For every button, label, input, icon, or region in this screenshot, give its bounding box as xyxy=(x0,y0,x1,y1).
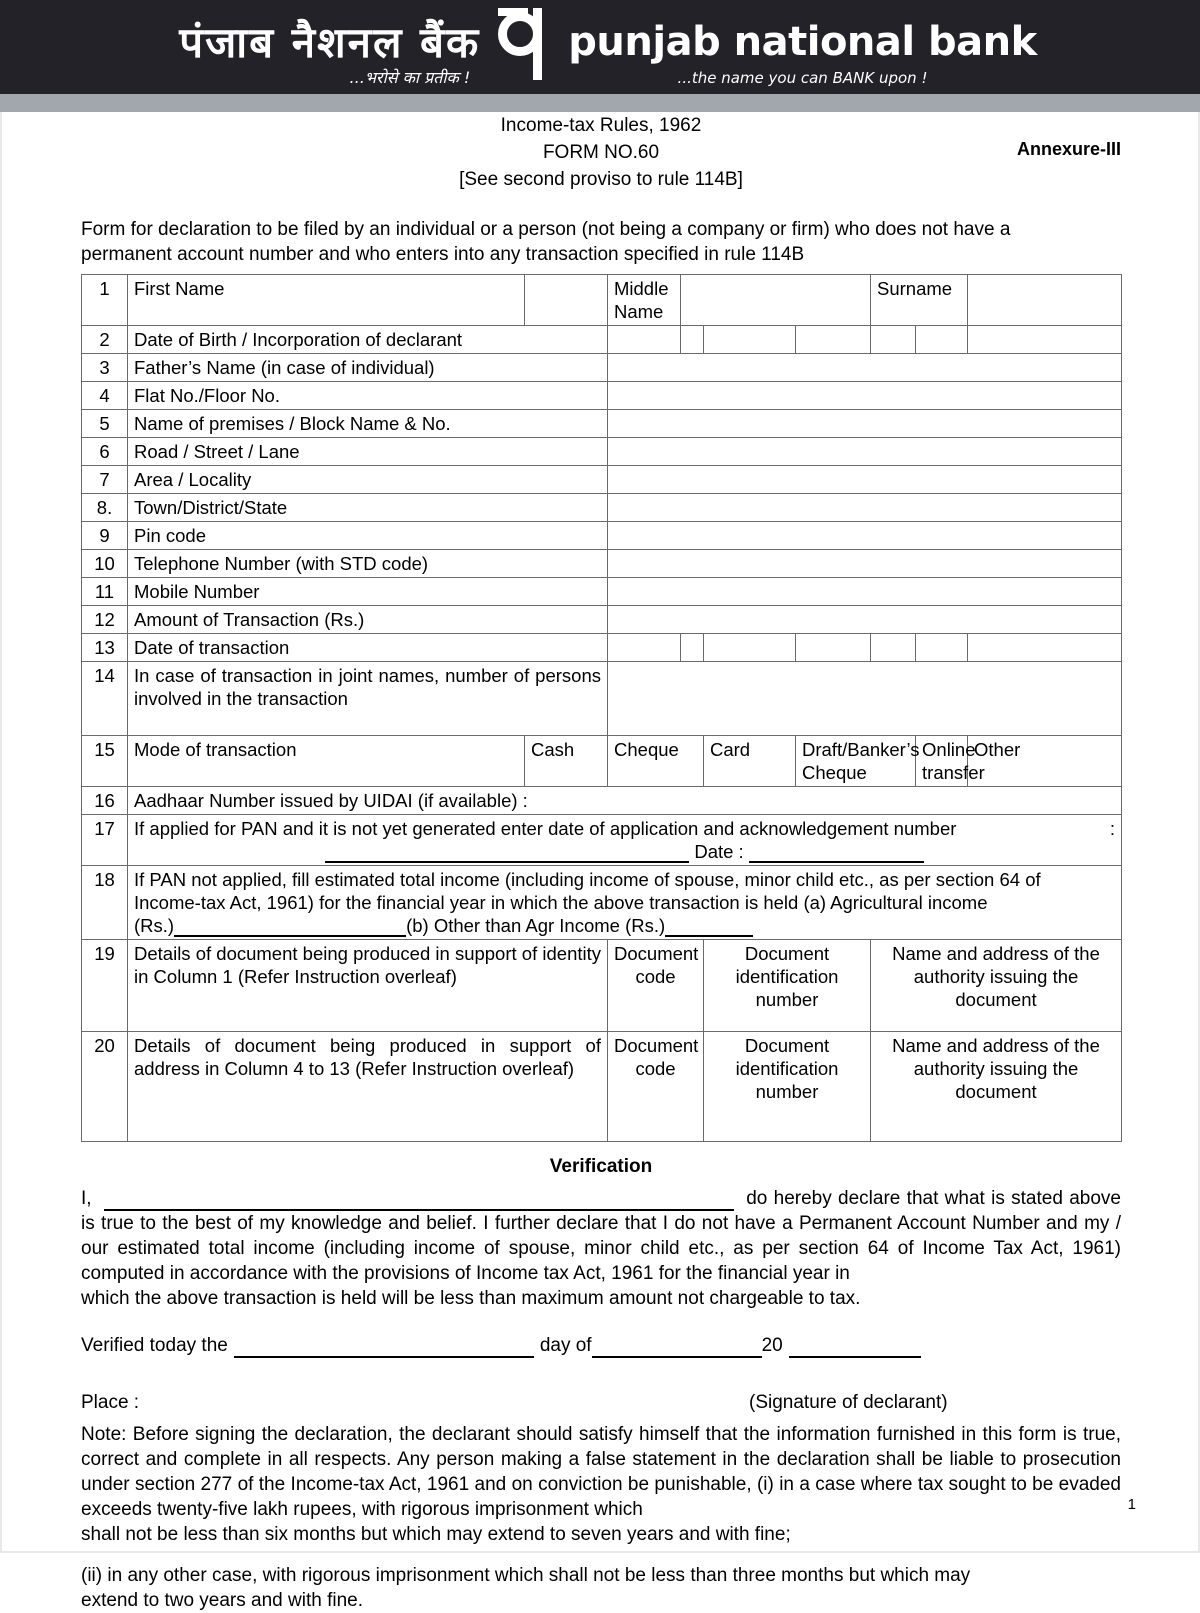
pnb-logo-icon xyxy=(498,8,550,80)
premises-label: Name of premises / Block Name & No. xyxy=(128,410,608,438)
pan-applied-colon: : xyxy=(1109,818,1116,839)
other-income-rs-label: (b) Other than Agr Income (Rs.) xyxy=(406,915,666,936)
clause-two-body: (ii) in any other case, with rigorous imprisonment which shall not be less than three months but which may xyxy=(81,1565,971,1586)
form-title-block xyxy=(81,112,1121,193)
intro-text: Form for declaration to be filed by an individual or a person (not being a company or firm) who does not have a xyxy=(81,219,1011,240)
verified-year-input[interactable] xyxy=(789,1336,921,1358)
table-row-10 xyxy=(82,550,1122,578)
table-row-12 xyxy=(82,606,1122,634)
row-number-7: 7 xyxy=(82,466,128,494)
row-number-10: 10 xyxy=(82,550,128,578)
row-number-20: 20 xyxy=(82,1032,128,1142)
row-number-8: 8. xyxy=(82,494,128,522)
declaration-text xyxy=(81,1186,1121,1311)
dob-segment-1[interactable] xyxy=(608,326,681,354)
pan-date-label: Date : xyxy=(694,841,744,862)
identity-authority-header: Name and address of the authority issuing the document xyxy=(871,940,1122,1032)
first-name-label: First Name xyxy=(128,275,525,326)
intro-lastline: permanent account number and who enters into any transaction specified in rule 114B xyxy=(81,244,805,265)
town-input[interactable] xyxy=(608,494,1122,522)
pan-date-input[interactable] xyxy=(749,841,924,863)
identity-doc-id-header: Document identification number xyxy=(704,940,871,1032)
note-text xyxy=(81,1422,1121,1547)
row-number-16: 16 xyxy=(82,787,128,815)
table-row-2 xyxy=(82,326,1122,354)
pan-applied-label: If applied for PAN and it is not yet generated enter date of application and acknowledgement number xyxy=(134,818,957,839)
signature-label: (Signature of declarant) xyxy=(749,1392,948,1413)
middle-name-label: Middle Name xyxy=(608,275,681,326)
first-name-input[interactable] xyxy=(525,275,608,326)
pnb-logo-bar xyxy=(498,8,528,16)
clause-two-text xyxy=(81,1563,1121,1613)
estimated-income-cell xyxy=(128,866,1122,940)
mode-of-transaction-label: Mode of transaction xyxy=(128,736,525,787)
dob-segment-2[interactable] xyxy=(681,326,704,354)
agri-income-rs-label: (Rs.) xyxy=(134,915,175,936)
declaration-body: above is true to the best of my knowledge and belief. I further declare that I do not have a Permanent Account Number and my / our estimated total income (including income of spouse, minor child etc., as per section 64 of Income Tax Act, 1961) computed in accordance with the provisions of Income tax Act, 1961 for the financial year in xyxy=(81,1188,1121,1284)
form-number-title: FORM NO.60 xyxy=(542,142,660,163)
estimated-income-line1: If PAN not applied, fill estimated total income (including income of spouse, minor child etc., as per section 64 of xyxy=(134,869,1041,890)
pan-applied-cell xyxy=(128,815,1122,866)
area-label: Area / Locality xyxy=(128,466,608,494)
hindi-brand-block xyxy=(179,18,481,87)
road-input[interactable] xyxy=(608,438,1122,466)
row-number-18: 18 xyxy=(82,866,128,940)
table-row-14 xyxy=(82,662,1122,736)
note-lastline: shall not be less than six months but which may extend to seven years and with fine; xyxy=(81,1524,791,1545)
verification-heading: Verification xyxy=(549,1156,653,1177)
dob-segment-7[interactable] xyxy=(968,326,1122,354)
row-number-19: 19 xyxy=(82,940,128,1032)
row-number-1: 1 xyxy=(82,275,128,326)
address-doc-code-header: Document code xyxy=(608,1032,704,1142)
place-signature-row xyxy=(81,1392,1121,1418)
page-number: 1 xyxy=(1127,1496,1136,1513)
pnb-logo-lockup xyxy=(179,8,1036,86)
table-row-1 xyxy=(82,275,1122,326)
clause-two-lastline: extend to two years and with fine. xyxy=(81,1590,363,1611)
other-income-input[interactable] xyxy=(665,915,753,937)
table-row-5 xyxy=(82,410,1122,438)
flat-no-label: Flat No./Floor No. xyxy=(128,382,608,410)
pin-code-label: Pin code xyxy=(128,522,608,550)
txn-date-segment-3[interactable] xyxy=(704,634,796,662)
english-brand-block xyxy=(568,19,1037,87)
document-content xyxy=(81,112,1121,1613)
form-60-table xyxy=(81,274,1122,1142)
surname-label: Surname xyxy=(871,275,968,326)
table-row-15 xyxy=(82,736,1122,787)
address-doc-id-header: Document identification number xyxy=(704,1032,871,1142)
declarant-name-input[interactable] xyxy=(104,1189,734,1211)
txn-date-segment-2[interactable] xyxy=(681,634,704,662)
row-number-14: 14 xyxy=(82,662,128,736)
table-row-18 xyxy=(82,866,1122,940)
fathers-name-label: Father’s Name (in case of individual) xyxy=(128,354,608,382)
verified-month-input[interactable] xyxy=(592,1336,762,1358)
joint-names-input[interactable] xyxy=(608,662,1122,736)
row-number-2: 2 xyxy=(82,326,128,354)
dob-segment-5[interactable] xyxy=(871,326,916,354)
telephone-label: Telephone Number (with STD code) xyxy=(128,550,608,578)
pnb-logo-stem xyxy=(533,8,542,80)
english-bank-name: punjab national bank xyxy=(568,19,1037,65)
identity-doc-code-header: Document code xyxy=(608,940,704,1032)
surname-input[interactable] xyxy=(968,275,1122,326)
fathers-name-input[interactable] xyxy=(608,354,1122,382)
address-authority-header: Name and address of the authority issuing the document xyxy=(871,1032,1122,1142)
table-row-9 xyxy=(82,522,1122,550)
estimated-income-line2: Income-tax Act, 1961) for the financial year in which the above transaction is held (a) Agricultural income xyxy=(134,892,988,913)
dob-segment-3[interactable] xyxy=(704,326,796,354)
table-row-19 xyxy=(82,940,1122,1032)
mode-option-online[interactable]: Online transfer xyxy=(916,736,968,787)
table-row-7 xyxy=(82,466,1122,494)
mobile-label: Mobile Number xyxy=(128,578,608,606)
transaction-date-label: Date of transaction xyxy=(128,634,608,662)
proviso-reference: [See second proviso to rule 114B] xyxy=(459,169,743,190)
mode-option-other[interactable]: Other xyxy=(968,736,1122,787)
mode-option-card[interactable]: Card xyxy=(704,736,796,787)
verified-day-input[interactable] xyxy=(234,1336,534,1358)
table-row-13 xyxy=(82,634,1122,662)
row-number-15: 15 xyxy=(82,736,128,787)
txn-date-segment-6[interactable] xyxy=(916,634,968,662)
aadhaar-label[interactable]: Aadhaar Number issued by UIDAI (if available) : xyxy=(128,787,1122,815)
row-number-12: 12 xyxy=(82,606,128,634)
verified-year-prefix: 20 xyxy=(761,1335,783,1356)
row-number-9: 9 xyxy=(82,522,128,550)
row-number-13: 13 xyxy=(82,634,128,662)
table-row-16 xyxy=(82,787,1122,815)
table-row-8 xyxy=(82,494,1122,522)
verified-prefix-label: Verified today the xyxy=(81,1335,228,1356)
verified-today-line xyxy=(81,1333,1121,1358)
pan-ack-number-input[interactable] xyxy=(325,841,689,863)
table-row-20 xyxy=(82,1032,1122,1142)
place-label[interactable]: Place : xyxy=(81,1392,140,1413)
road-label: Road / Street / Lane xyxy=(128,438,608,466)
area-input[interactable] xyxy=(608,466,1122,494)
row-number-17: 17 xyxy=(82,815,128,866)
mode-option-cash[interactable]: Cash xyxy=(525,736,608,787)
amount-label: Amount of Transaction (Rs.) xyxy=(128,606,608,634)
middle-name-input[interactable] xyxy=(681,275,871,326)
english-tagline: ...the name you can BANK upon ! xyxy=(677,69,928,87)
declaration-lastline: which the above transaction is held will be less than maximum amount not chargeable to tax. xyxy=(81,1288,861,1309)
row-number-11: 11 xyxy=(82,578,128,606)
row-number-4: 4 xyxy=(82,382,128,410)
amount-input[interactable] xyxy=(608,606,1122,634)
txn-date-segment-7[interactable] xyxy=(968,634,1122,662)
dob-segment-4[interactable] xyxy=(796,326,871,354)
declaration-i-label: I, xyxy=(81,1188,92,1209)
dob-segment-6[interactable] xyxy=(916,326,968,354)
form-intro-text xyxy=(81,217,1121,267)
annexure-label: Annexure-III xyxy=(1016,139,1121,159)
row-number-6: 6 xyxy=(82,438,128,466)
note-body: Note: Before signing the declaration, the declarant should satisfy himself that the information furnished in this form is true, correct and complete in all respects. Any person making a false statement in the declaration shall be liable to prosecution under section 277 of the Income-tax Act, 1961 and on conviction be punishable, (i) in a case where tax sought to be evaded exceeds twenty-five lakh rupees, with rigorous imprisonment which xyxy=(81,1424,1121,1520)
txn-date-segment-5[interactable] xyxy=(871,634,916,662)
flat-no-input[interactable] xyxy=(608,382,1122,410)
telephone-input[interactable] xyxy=(608,550,1122,578)
declaration-line1-tail: do hereby declare that what is stated xyxy=(746,1188,1063,1209)
row-number-5: 5 xyxy=(82,410,128,438)
header-accent-bar xyxy=(0,94,1200,112)
table-row-11 xyxy=(82,578,1122,606)
bank-header-banner xyxy=(0,0,1200,94)
table-row-4 xyxy=(82,382,1122,410)
pin-code-input[interactable] xyxy=(608,522,1122,550)
row-number-3: 3 xyxy=(82,354,128,382)
dob-label: Date of Birth / Incorporation of declarant xyxy=(128,326,608,354)
table-row-17 xyxy=(82,815,1122,866)
joint-names-label: In case of transaction in joint names, number of persons involved in the transaction xyxy=(128,662,608,736)
verified-mid-label: day of xyxy=(539,1335,592,1356)
mode-option-cheque[interactable]: Cheque xyxy=(608,736,704,787)
identity-doc-label: Details of document being produced in support of identity in Column 1 (Refer Instruction overleaf) xyxy=(128,940,608,1032)
table-row-6 xyxy=(82,438,1122,466)
txn-date-segment-4[interactable] xyxy=(796,634,871,662)
mobile-input[interactable] xyxy=(608,578,1122,606)
mode-option-draft[interactable]: Draft/Banker’s Cheque xyxy=(796,736,916,787)
hindi-tagline: ...भरोसे का प्रतीक ! xyxy=(349,68,471,87)
agri-income-input[interactable] xyxy=(174,915,406,937)
address-doc-label: Details of document being produced in support of address in Column 4 to 13 (Refer Instruction overleaf) xyxy=(128,1032,608,1142)
table-row-3 xyxy=(82,354,1122,382)
town-label: Town/District/State xyxy=(128,494,608,522)
txn-date-segment-1[interactable] xyxy=(608,634,681,662)
rules-title: Income-tax Rules, 1962 xyxy=(500,115,702,136)
hindi-bank-name: पंजाब नैशनल बैंक xyxy=(179,18,481,67)
document-page xyxy=(0,112,1200,1611)
premises-input[interactable] xyxy=(608,410,1122,438)
